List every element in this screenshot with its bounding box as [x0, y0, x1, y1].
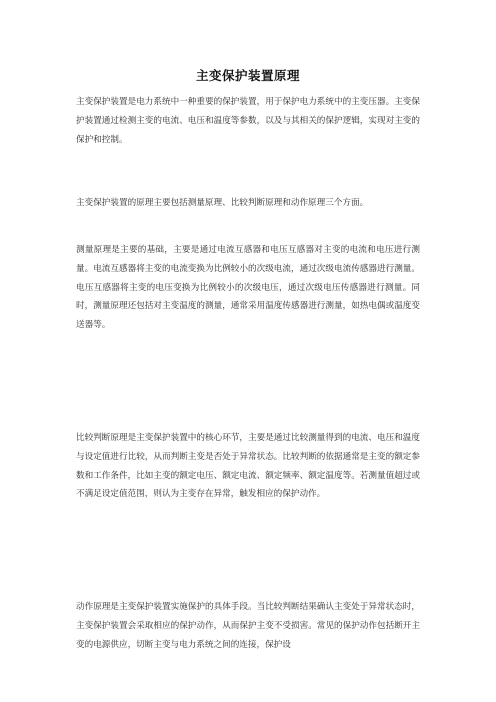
- paragraph-overview: 主变保护装置的原理主要包括测量原理、比较判断原理和动作原理三个方面。: [76, 198, 369, 208]
- paragraph-action: 动作原理是主变保护装置实施保护的具体手段。当比较判断结果确认主变处于异常状态时，主变保护装置会采取相应的保护动作，从而保护主变不受损害。常见的保护动作包括断开主变的电源供应，切断主变与电力系统之间的连接，保护设: [76, 602, 420, 650]
- document-title: 主变保护装置原理: [195, 68, 300, 83]
- paragraph-intro: 主变保护装置是电力系统中一种重要的保护装置，用于保护电力系统中的主变压器。主变保护装置通过检测主变的电流、电压和温度等参数，以及与其相关的保护逻辑，实现对主变的保护和控制。: [76, 97, 420, 145]
- paragraph-comparison: 比较判断原理是主变保护装置中的核心环节，主要是通过比较测量得到的电流、电压和温度与设定值进行比较，从而判断主变是否处于异常状态。比较判断的依据通常是主变的额定参数和工作条件，比如主变的额定电压、额定电流、额定频率、额定温度等。若测量值超过或不满足设定值范围，则认为主变存在异常，触发相应的保护动作。: [76, 433, 420, 500]
- paragraph-measurement: 测量原理是主要的基础，主要是通过电流互感器和电压互感器对主变的电流和电压进行测量。电流互感器将主变的电流变换为比例较小的次级电流，通过次级电流传感器进行测量。电压互感器将主变的电压变换为比例较小的次级电压，通过次级电压传感器进行测量。同时，测量原理还包括对主变温度的测量，通常采用温度传感器进行测量，如热电偶或温度变送器等。: [76, 245, 420, 331]
